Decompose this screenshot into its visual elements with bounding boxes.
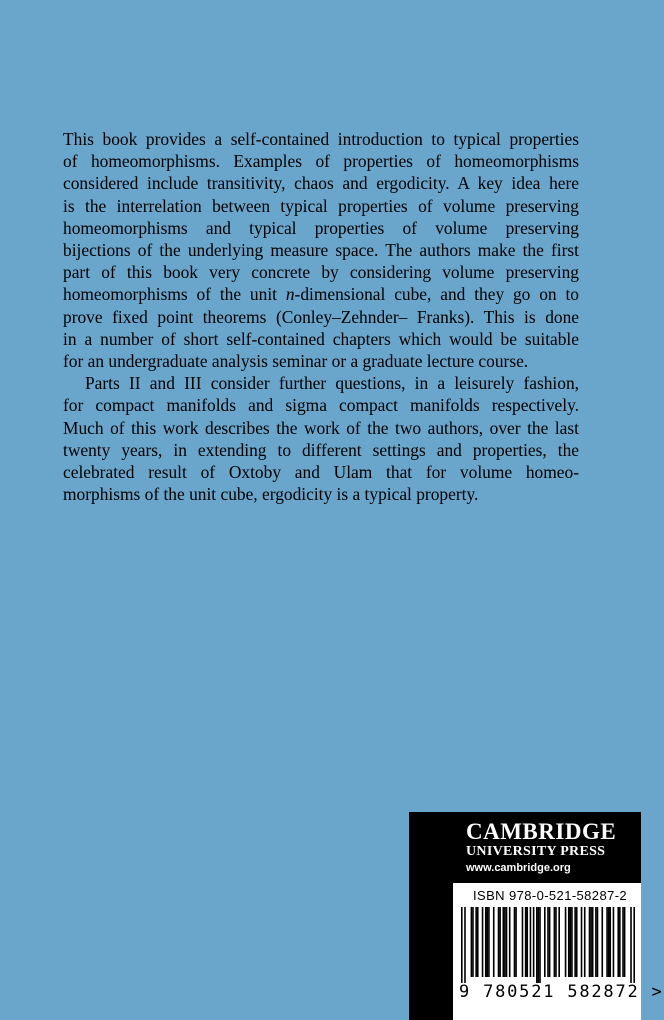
blurb-line: morphisms of the unit cube, ergodicity is a typical property.: [63, 484, 479, 505]
blurb-line: homeomorphisms and typical properties of volume preserving: [63, 217, 579, 238]
blurb-line: This book provides a self-contained introduction to typical properties: [63, 129, 579, 149]
isbn-label: ISBN 978-0-521-58287-2: [473, 888, 628, 903]
publisher-box: [409, 812, 664, 1020]
blurb-italic-n: n: [285, 284, 295, 305]
blurb-line: for an undergraduate analysis seminar or a graduate lecture course.: [63, 351, 529, 372]
blurb-text: homeomorphisms of the unit: [63, 284, 286, 305]
barcode-area: [453, 883, 664, 1020]
blurb-line: is the interrelation between typical properties of volume preserving: [63, 195, 579, 216]
barcode-digits: 9 780521 582872 >: [459, 982, 664, 1002]
blurb-line: for compact manifolds and sigma compact manifolds respectively.: [63, 395, 579, 416]
blurb-line: prove fixed point theorems (Conley–Zehnder– Franks). This is done: [63, 306, 579, 327]
blurb-line: Much of this work describes the work of the two authors, over the last: [63, 417, 579, 438]
publisher-subtitle: UNIVERSITY PRESS: [466, 844, 606, 859]
blurb-line: celebrated result of Oxtoby and Ulam that for volume homeo-: [63, 462, 579, 483]
blurb-line: bijections of the underlying measure space. The authors make the first: [63, 240, 579, 261]
blurb-line: Parts II and III consider further questions, in a leisurely fashion,: [85, 373, 579, 394]
blurb-line: in a number of short self-contained chapters which would be suitable: [63, 328, 579, 349]
barcode-icon: [461, 907, 635, 983]
publisher-website: www.cambridge.org: [466, 862, 571, 874]
blurb-line: considered include transitivity, chaos and ergodicity. A key idea here: [63, 173, 579, 194]
blurb-text: -dimensional cube, and they go on to: [294, 284, 580, 305]
publisher-name: CAMBRIDGE: [466, 819, 617, 844]
blurb-line: [63, 283, 579, 305]
blurb-line: of homeomorphisms. Examples of properties of homeomorphisms: [63, 151, 579, 172]
back-cover-blurb: [63, 128, 579, 505]
blurb-line: twenty years, in extending to different settings and properties, the: [63, 439, 579, 460]
blurb-line: part of this book very concrete by considering volume preserving: [63, 262, 579, 283]
